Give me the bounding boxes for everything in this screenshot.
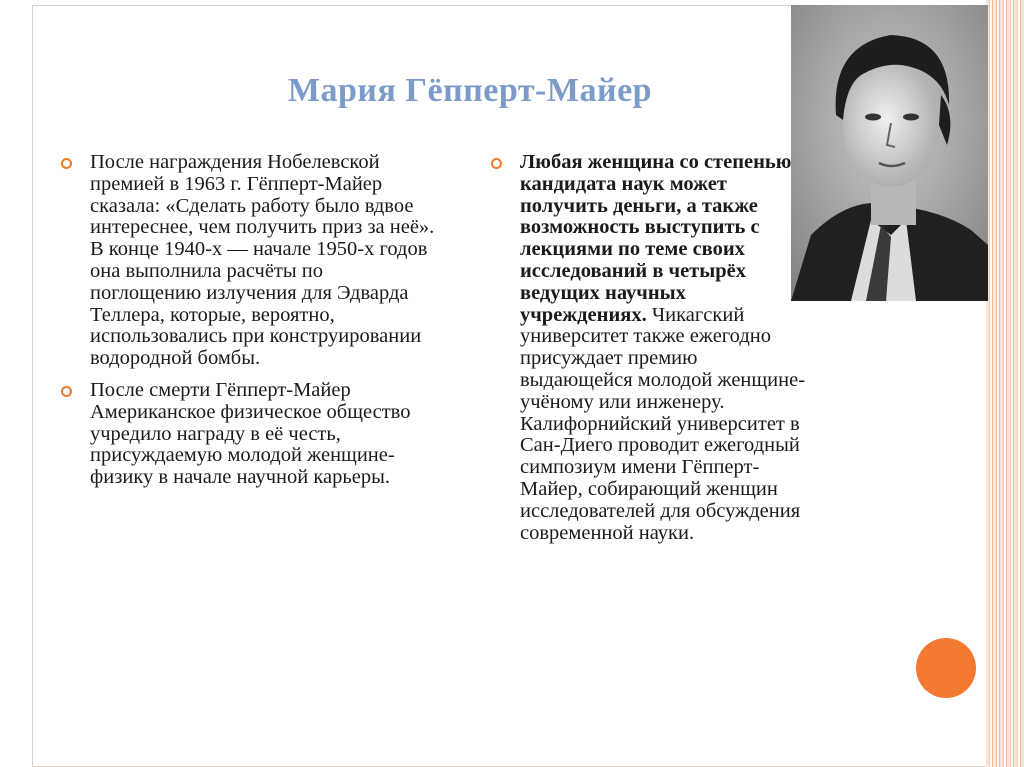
left-bullet-list [56, 152, 436, 499]
list-item-bold-text: Любая женщина со степенью кандидата наук может получить деньги, а также возможность выступить с лекциями по теме своих исследований в четырёх ведущих научных учреждениях. [520, 151, 792, 326]
right-bullet-list [486, 152, 806, 554]
list-item [486, 152, 806, 544]
list-item [56, 152, 436, 370]
decorative-stripes [986, 0, 1024, 767]
slide-title: Мария Гёпперт-Майер [287, 72, 653, 109]
list-item-text: Чикагский университет также ежегодно присуждает премию выдающейся молодой женщине-учёному или инженеру. Калифорнийский университет в Сан-Диего проводит ежегодный симпозиум имени Гёпперт-Майер, собирающий женщин исследователей для обсуждения современной науки. [520, 303, 806, 544]
portrait-photo [791, 5, 988, 301]
list-item-text: После смерти Гёпперт-Майер Американское физическое общество учредило награду в её честь, присуждаемую молодой женщине-физику в начале научной карьеры. [90, 378, 411, 489]
bullet-circle-icon [491, 158, 502, 169]
decorative-orange-circle [916, 638, 976, 698]
bullet-circle-icon [61, 158, 72, 169]
list-item-text: После награждения Нобелевской премией в 1963 г. Гёпперт-Майер сказала: «Сделать работу было вдвое интереснее, чем получить приз за неё». В конце 1940-х — начале 1950-х годов она выполнила расчёты по поглощению излучения для Эдварда Теллера, которые, вероятно, использовались при конструировании водородной бомбы. [90, 151, 435, 370]
bullet-circle-icon [61, 386, 72, 397]
list-item [56, 380, 436, 489]
